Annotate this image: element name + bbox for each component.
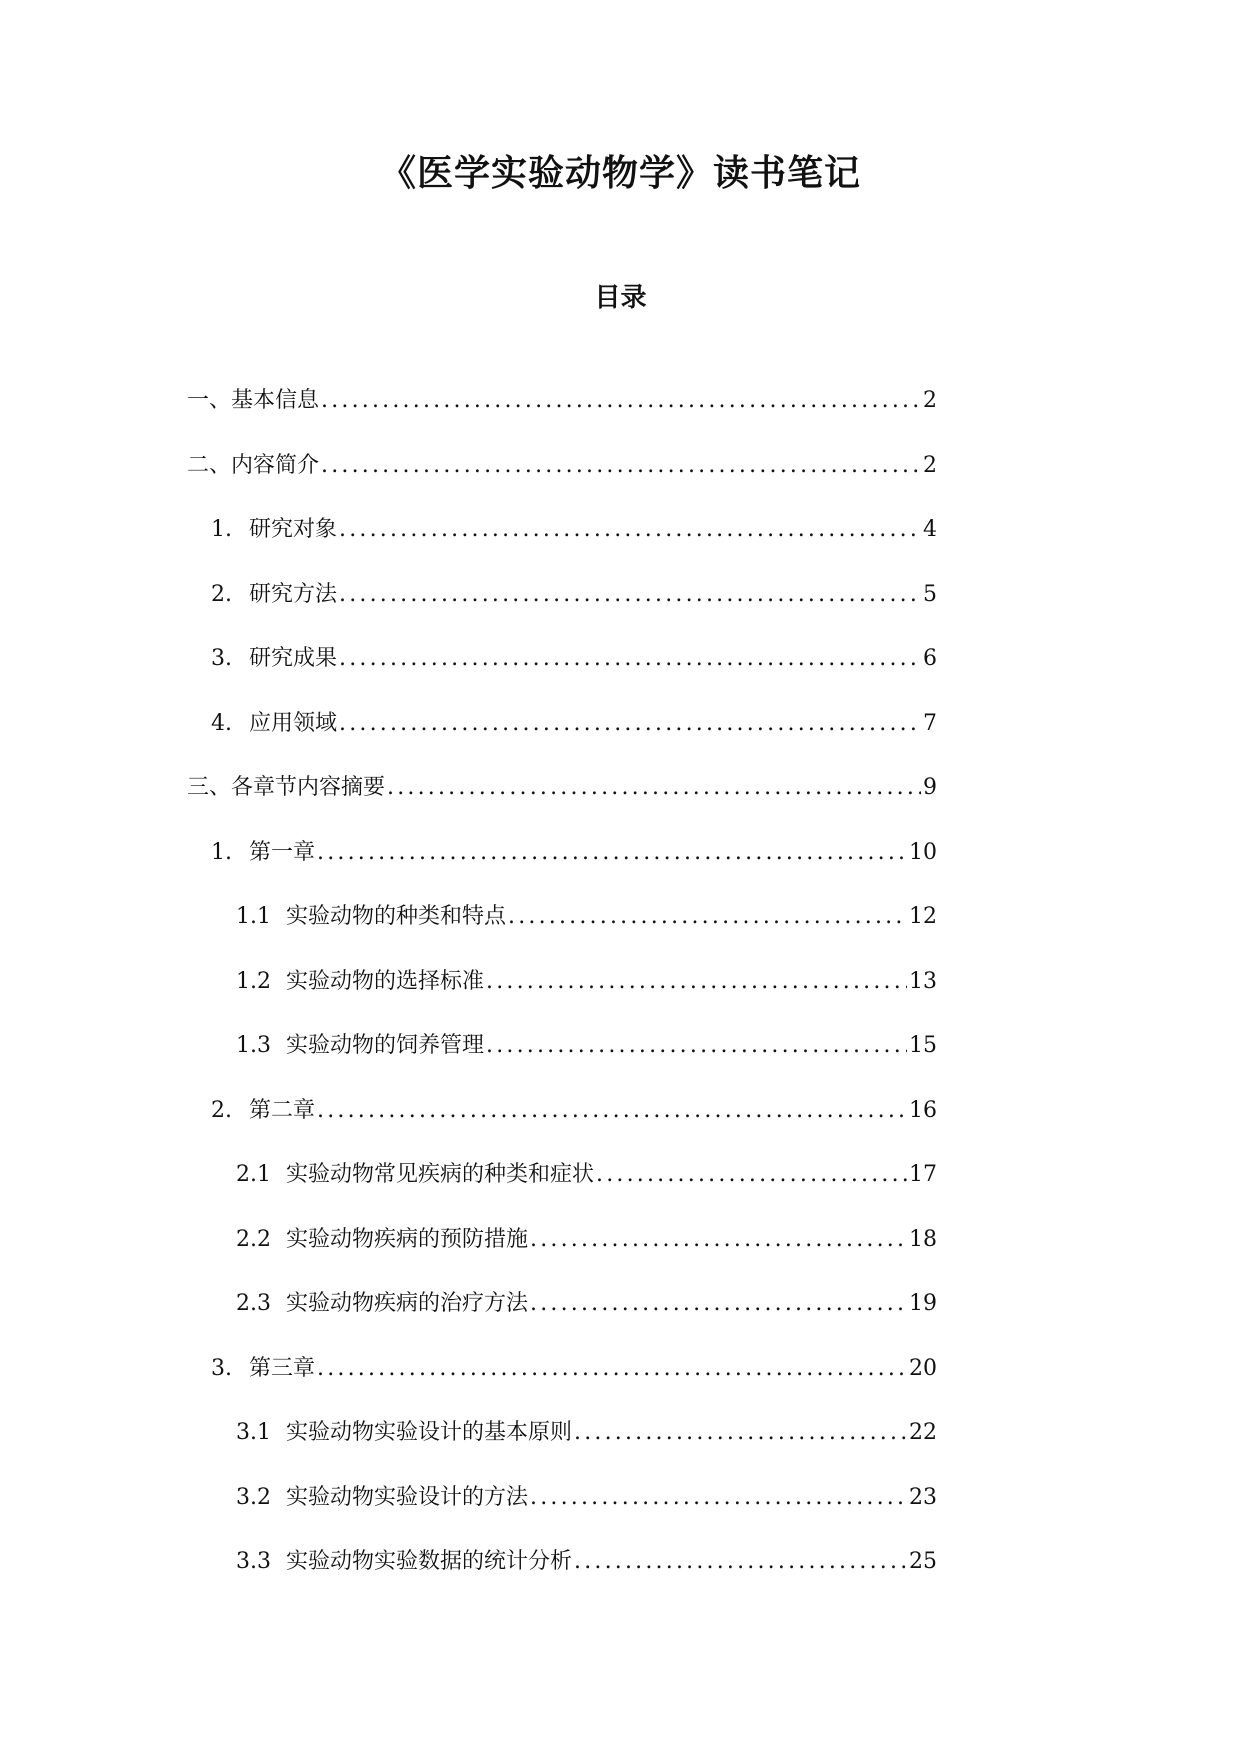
toc-page-number: 7 [923,710,937,736]
toc-dot-leader [337,580,921,610]
toc-entry[interactable] [187,769,937,803]
toc-page-number: 4 [923,517,937,542]
toc-entry-label: 第一章 [249,839,316,865]
toc-dot-leader [528,1483,907,1513]
toc-entry-number: 1.2 [236,968,271,994]
toc-entry-label: 应用领域 [249,710,338,736]
toc-dot-leader [528,1225,907,1255]
toc-entry-label: 实验动物实验设计的基本原则 [286,1420,573,1445]
toc-page-number: 13 [909,968,937,994]
toc-entry-label: 实验动物疾病的治疗方法 [286,1291,529,1316]
toc-dot-leader [337,515,921,545]
toc-dot-leader [337,709,921,739]
toc-entry-number: 2.2 [236,1226,271,1252]
toc-entry[interactable] [187,382,937,416]
toc-dot-leader [319,451,921,481]
toc-entry[interactable] [187,447,937,481]
toc-dot-leader [315,838,907,868]
toc-entry[interactable] [236,1479,937,1513]
toc-entry[interactable] [211,705,937,739]
toc-entry-label: 实验动物的饲养管理 [286,1033,485,1058]
toc-dot-leader [528,1289,907,1319]
toc-entry-number: 2.1 [236,1162,271,1187]
toc-entry-number: 1. [211,839,232,865]
document-title: 《医学实验动物学》读书笔记 [379,152,861,194]
toc-entry[interactable] [236,1285,937,1319]
toc-entry-label: 研究对象 [249,517,338,542]
toc-page-number: 15 [909,1033,937,1058]
toc-dot-leader [572,1418,907,1448]
toc-entry[interactable] [236,1156,937,1190]
toc-entry[interactable] [211,834,937,868]
toc-dot-leader [319,386,921,416]
toc-entry[interactable] [211,511,937,545]
toc-dot-leader [315,1096,907,1126]
toc-entry-label: 实验动物的种类和特点 [286,904,507,929]
toc-page-number: 23 [909,1484,937,1510]
toc-entry[interactable] [236,1221,937,1255]
toc-page-number: 16 [909,1097,937,1123]
toc-entry-label: 实验动物疾病的预防措施 [286,1226,529,1252]
toc-entry[interactable] [211,640,937,674]
toc-page-number: 12 [909,904,937,929]
toc-page-number: 5 [923,581,937,607]
toc-dot-leader [315,1354,907,1384]
toc-dot-leader [337,644,921,674]
toc-entry-number: 1.3 [236,1033,271,1058]
toc-page-number: 2 [923,452,937,478]
toc-entry-number: 4. [211,710,232,736]
toc-entry-number: 2. [211,1097,232,1123]
toc-heading: 目录 [594,283,647,313]
toc-entry-label: 研究方法 [249,581,338,607]
toc-entry-label: 第二章 [249,1097,316,1123]
toc-entry-label: 三、各章节内容摘要 [187,775,386,800]
toc-page-number: 17 [909,1162,937,1187]
toc-entry-label: 实验动物常见疾病的种类和症状 [286,1162,595,1187]
toc-page-number: 2 [923,388,937,413]
toc-dot-leader [506,902,907,932]
toc-entry[interactable] [236,898,937,932]
toc-page-number: 25 [909,1549,937,1574]
toc-entry[interactable] [236,1027,937,1061]
toc-entry[interactable] [236,963,937,997]
toc-page-number: 9 [923,775,937,800]
toc-dot-leader [484,1031,907,1061]
toc-dot-leader [572,1547,907,1577]
toc-entry[interactable] [211,576,937,610]
toc-entry-number: 2. [211,581,232,607]
toc-entry-number: 3.1 [236,1420,271,1445]
toc-entry-number: 1.1 [236,904,271,929]
toc-page-number: 22 [909,1420,937,1445]
toc-dot-leader [484,967,907,997]
toc-entry[interactable] [211,1350,937,1384]
toc-page-number: 6 [923,646,937,671]
toc-dot-leader [594,1160,907,1190]
toc-entry-number: 3. [211,1355,232,1381]
toc-dot-leader [385,773,921,803]
toc-entry-label: 一、基本信息 [187,388,320,413]
toc-entry[interactable] [211,1092,937,1126]
toc-entry-number: 3. [211,646,232,671]
toc-page-number: 20 [909,1355,937,1381]
toc-entry[interactable] [236,1543,937,1577]
toc-entry-label: 实验动物实验设计的方法 [286,1484,529,1510]
toc-entry-label: 实验动物的选择标准 [286,968,485,994]
toc-entry-label: 二、内容简介 [187,452,320,478]
toc-page-number: 10 [909,839,937,865]
toc-page-number: 18 [909,1226,937,1252]
toc-page-number: 19 [909,1291,937,1316]
toc-entry-label: 实验动物实验数据的统计分析 [286,1549,573,1574]
toc-entry-number: 1. [211,517,232,542]
toc-entry-number: 3.3 [236,1549,271,1574]
toc-entry-number: 2.3 [236,1291,271,1316]
toc-entry-number: 3.2 [236,1484,271,1510]
toc-entry-label: 第三章 [249,1355,316,1381]
toc-entry[interactable] [236,1414,937,1448]
toc-entry-label: 研究成果 [249,646,338,671]
